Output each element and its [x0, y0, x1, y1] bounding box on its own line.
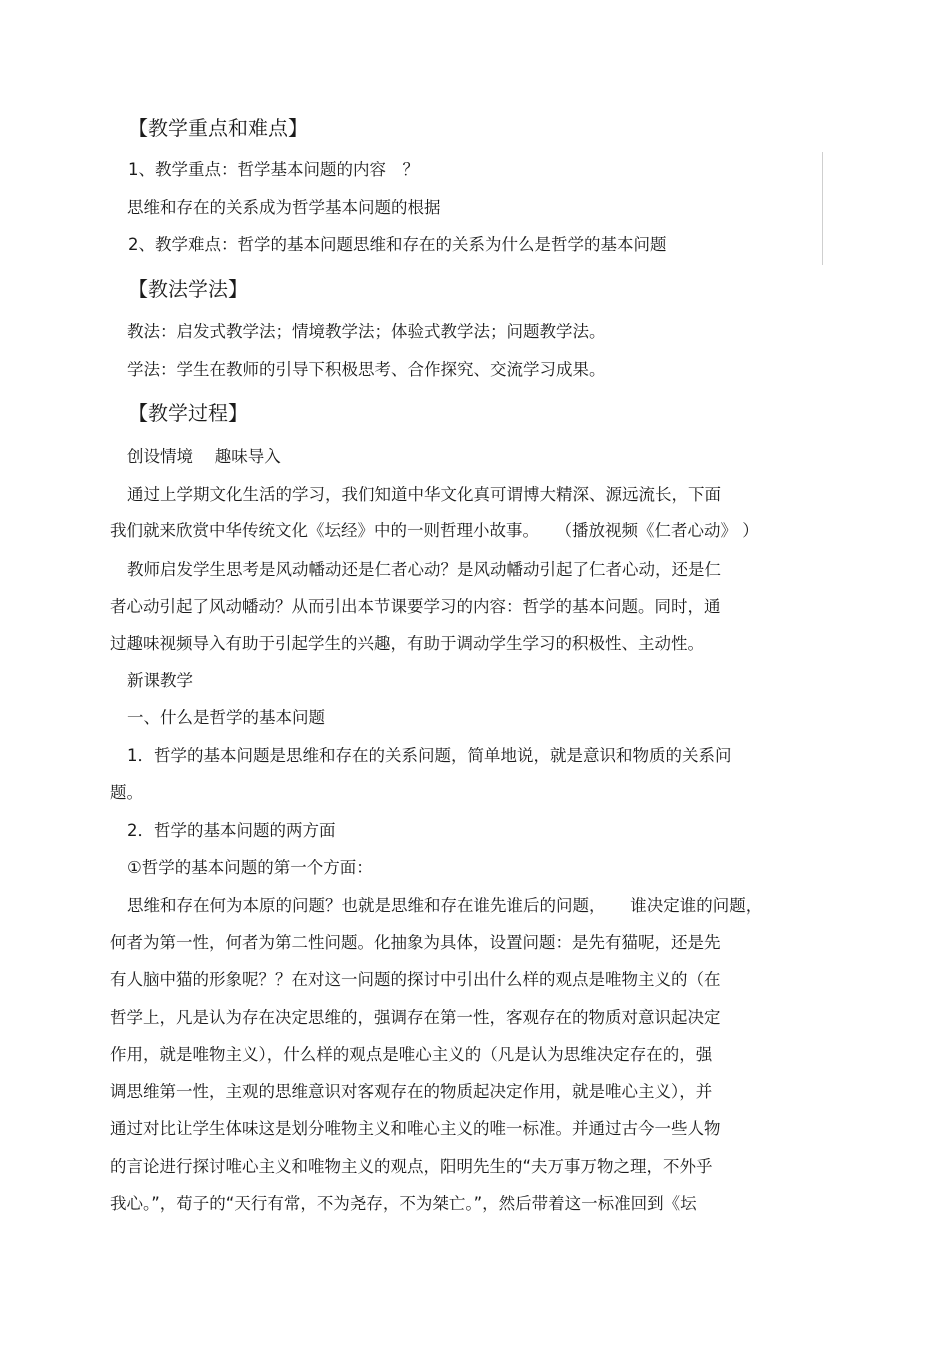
text-line: 1、教学重点：哲学基本问题的内容 ？	[128, 160, 419, 179]
text-line: 者心动引起了风动幡动？从而引出本节课要学习的内容：哲学的基本问题。同时，通	[110, 597, 721, 616]
text-line: 1．哲学的基本问题是思维和存在的关系问题，简单地说，就是意识和物质的关系问	[127, 746, 732, 765]
text-line: 教师启发学生思考是风动幡动还是仁者心动？是风动幡动引起了仁者心动，还是仁	[127, 560, 721, 579]
text-line: 的言论进行探讨唯心主义和唯物主义的观点，阳明先生的“夫万事万物之理，不外乎	[110, 1157, 713, 1176]
text-line: 创设情境 趣味导入	[127, 447, 281, 466]
text-line: 2．哲学的基本问题的两方面	[127, 821, 336, 840]
text-line: 我们就来欣赏中华传统文化《坛经》中的一则哲理小故事。 （播放视频《仁者心动》 ）	[110, 521, 759, 540]
text-line: 题。	[110, 783, 143, 802]
text-line: 哲学上，凡是认为存在决定思维的，强调存在第一性，客观存在的物质对意识起决定	[110, 1008, 721, 1027]
text-line: 新课教学	[127, 671, 193, 690]
text-line: 有人脑中猫的形象呢？？在对这一问题的探讨中引出什么样的观点是唯物主义的（在	[110, 970, 721, 989]
text-line: 思维和存在何为本原的问题？也就是思维和存在谁先谁后的问题， 谁决定谁的问题，	[127, 896, 763, 915]
heading-key-points: 【教学重点和难点】	[128, 116, 308, 140]
text-line: 思维和存在的关系成为哲学基本问题的根据	[127, 198, 441, 217]
text-line: 我心。”，荀子的“天行有常，不为尧存，不为桀亡。”，然后带着这一标准回到《坛	[110, 1194, 697, 1213]
text-line: ①哲学的基本问题的第一个方面：	[127, 858, 373, 877]
heading-process: 【教学过程】	[128, 401, 248, 425]
text-line: 一、什么是哲学的基本问题	[127, 708, 325, 727]
text-line: 2、教学难点：哲学的基本问题思维和存在的关系为什么是哲学的基本问题	[128, 235, 667, 254]
text-line: 通过对比让学生体味这是划分唯物主义和唯心主义的唯一标准。并通过古今一些人物	[110, 1119, 721, 1138]
text-line: 调思维第一性，主观的思维意识对客观存在的物质起决定作用，就是唯心主义），并	[110, 1082, 713, 1101]
text-line: 教法：启发式教学法；情境教学法；体验式教学法；问题教学法。	[127, 322, 606, 341]
text-line: 学法：学生在教师的引导下积极思考、合作探究、交流学习成果。	[127, 360, 606, 379]
heading-methods: 【教法学法】	[128, 277, 248, 301]
margin-rule	[822, 152, 823, 265]
text-line: 通过上学期文化生活的学习，我们知道中华文化真可谓博大精深、源远流长，下面	[127, 485, 721, 504]
text-line: 过趣味视频导入有助于引起学生的兴趣，有助于调动学生学习的积极性、主动性。	[110, 634, 704, 653]
text-line: 作用，就是唯物主义），什么样的观点是唯心主义的（凡是认为思维决定存在的，强	[110, 1045, 713, 1064]
text-line: 何者为第一性，何者为第二性问题。化抽象为具体，设置问题：是先有猫呢，还是先	[110, 933, 721, 952]
